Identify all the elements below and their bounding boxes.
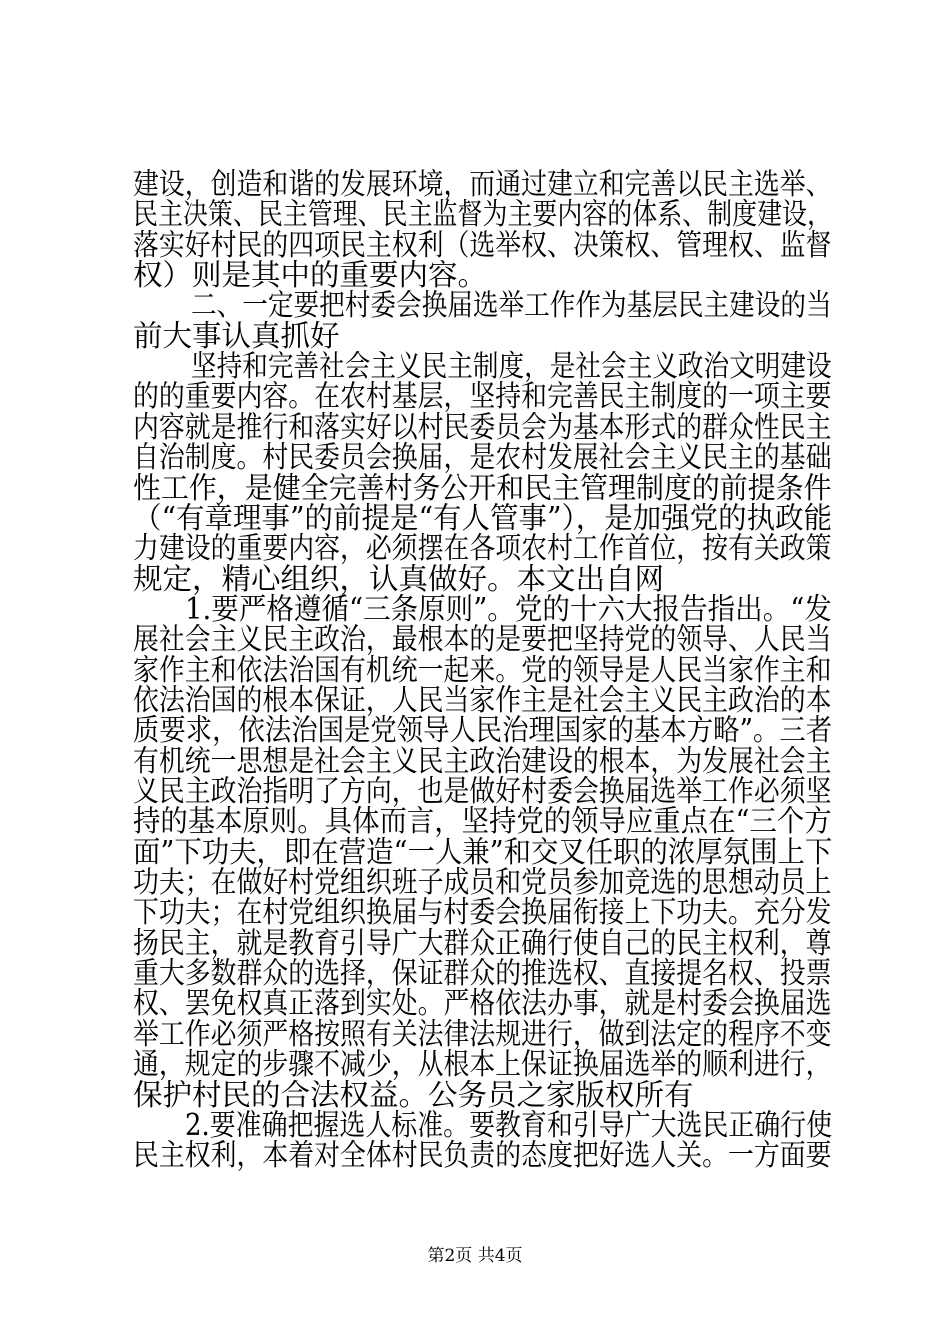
text-line: 2.要准确把握选人标准。要教育和引导广大选民正确行使 — [185, 1107, 833, 1142]
text-line: 规定，精心组织，认真做好。本文出自网 — [133, 561, 665, 596]
text-line: 扬民主，就是教育引导广大群众正确行使自己的民主权利，尊 — [133, 925, 832, 960]
text-line: 力建设的重要内容，必须摆在各项农村工作首位，按有关政策 — [133, 531, 832, 566]
section-heading: 前大事认真抓好 — [133, 318, 340, 353]
text-line: 坚持和完善社会主义民主制度，是社会主义政治文明建设 — [191, 349, 832, 384]
text-line: 举工作必须严格按照有关法律法规进行，做到法定的程序不变 — [133, 1016, 832, 1051]
text-line: 民主权利，本着对全体村民负责的态度把好选人关。一方面要 — [133, 1138, 832, 1173]
text-line: 功夫；在做好村党组织班子成员和党员参加竞选的思想动员上 — [133, 865, 832, 900]
text-line: 通，规定的步骤不减少，从根本上保证换届选举的顺利进行， — [133, 1047, 832, 1082]
text-line: 权、罢免权真正落到实处。严格依法办事，就是村委会换届选 — [133, 986, 832, 1021]
section-heading: 二、一定要把村委会换届选举工作作为基层民主建设的当 — [191, 288, 832, 323]
text-line: 建设，创造和谐的发展环境，而通过建立和完善以民主选举、 — [133, 167, 832, 201]
text-line: 依法治国的根本保证，人民当家作主是社会主义民主政治的本 — [133, 682, 832, 717]
text-line: 自治制度。村民委员会换届，是农村发展社会主义民主的基础 — [133, 440, 832, 475]
text-line: 民主决策、民主管理、民主监督为主要内容的体系、制度建设， — [133, 197, 832, 232]
text-line: 权）则是其中的重要内容。 — [133, 258, 488, 293]
text-line: 内容就是推行和落实好以村民委员会为基本形式的群众性民主 — [133, 409, 832, 444]
text-line: 1.要严格遵循“三条原则”。党的十六大报告指出。“发 — [185, 591, 832, 626]
page-number: 第2页 共4页 — [427, 1246, 523, 1266]
text-line: 的的重要内容。在农村基层，坚持和完善民主制度的一项主要 — [133, 379, 832, 414]
text-line: 质要求，依法治国是党领导人民治理国家的基本方略”。三者 — [133, 713, 833, 748]
text-line: （“有章理事”的前提是“有人管事”），是加强党的执政能 — [133, 500, 833, 535]
text-line: 落实好村民的四项民主权利（选举权、决策权、管理权、监督 — [133, 227, 832, 262]
text-line: 面”下功夫，即在营造“一人兼”和交叉任职的浓厚氛围上下 — [133, 834, 833, 869]
text-line: 展社会主义民主政治，最根本的是要把坚持党的领导、人民当 — [133, 622, 832, 657]
text-line: 有机统一思想是社会主义民主政治建设的根本，为发展社会主 — [133, 743, 832, 778]
text-line: 下功夫；在村党组织换届与村委会换届衔接上下功夫。充分发 — [133, 895, 832, 930]
text-line: 义民主政治指明了方向，也是做好村委会换届选举工作必须坚 — [133, 774, 832, 808]
text-line: 持的基本原则。具体而言，坚持党的领导应重点在“三个方 — [133, 804, 832, 839]
text-line: 家作主和依法治国有机统一起来。党的领导是人民当家作主和 — [133, 652, 832, 687]
text-line: 重大多数群众的选择，保证群众的推选权、直接提名权、投票 — [133, 956, 832, 991]
text-line: 性工作，是健全完善村务公开和民主管理制度的前提条件 — [133, 470, 832, 505]
text-line: 保护村民的合法权益。公务员之家版权所有 — [133, 1077, 694, 1112]
